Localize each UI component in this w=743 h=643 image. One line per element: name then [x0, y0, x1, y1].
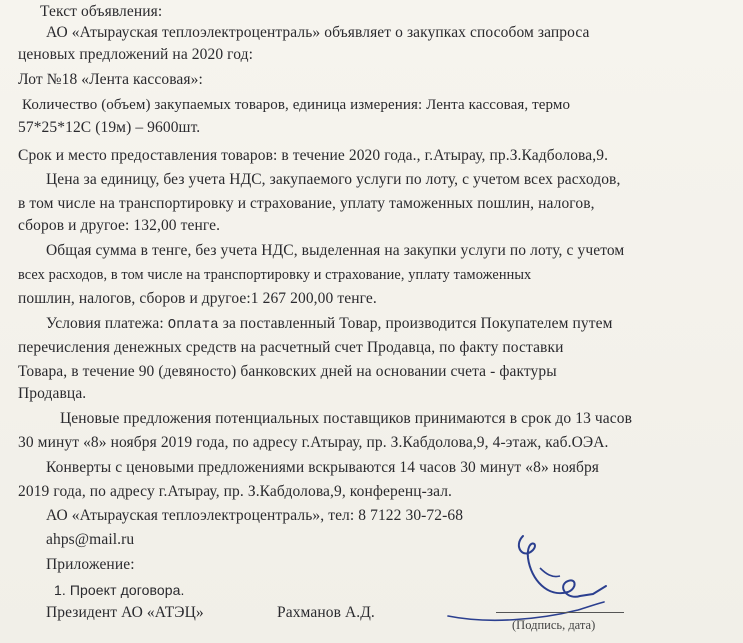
- offers-line-2: 30 минут «8» ноября 2019 года, по адресу г.Атырау, пр. З.Кабдолова,9, 4-этаж, каб.ОЭА.: [18, 434, 609, 451]
- attachment-item: 1. Проект договора.: [54, 582, 185, 598]
- payment-word: Оплата: [167, 317, 219, 333]
- payment-line-1: [46, 314, 613, 335]
- quantity-line-2: 57*25*12С (19м) – 9600шт.: [18, 119, 201, 136]
- notice-heading: Текст объявления:: [40, 3, 163, 20]
- attachment-label: Приложение:: [46, 556, 135, 573]
- payment-line-2: перечисления денежных средств на расчетный счет Продавца, по факту поставки: [18, 339, 564, 356]
- signature-line: [496, 612, 624, 613]
- payment-line-3: Товара, в течение 90 (девяносто) банковских дней на основании счета - фактуры: [18, 363, 557, 380]
- payment-label: Условия платежа:: [46, 315, 168, 332]
- total-sum-line-3: пошлин, налогов, сборов и другое:1 267 200,00 тенге.: [18, 290, 377, 307]
- signer-name: Рахманов А.Д.: [277, 604, 375, 621]
- delivery-term: Срок и место предоставления товаров: в течение 2020 года., г.Атырау, пр.З.Кадболова,9.: [18, 147, 609, 164]
- unit-price-line-3: сборов и другое: 132,00 тенге.: [18, 217, 221, 234]
- contact-organization: АО «Атырауская теплоэлектроцентраль», тел: 8 7122 30-72-68: [46, 507, 464, 524]
- total-sum-line-1: Общая сумма в тенге, без учета НДС, выделенная на закупки услуги по лоту, с учетом: [46, 242, 625, 259]
- payment-line-4: Продавца.: [18, 385, 87, 402]
- total-sum-line-2: всех расходов, в том числе на транспортировку и страхование, уплату таможенных: [18, 267, 532, 283]
- signature-caption: (Подпись, дата): [512, 618, 596, 632]
- handwritten-signature: [428, 528, 628, 628]
- envelopes-line-1: Конверты с ценовыми предложениями вскрываются 14 часов 30 минут «8» ноября: [46, 459, 600, 476]
- intro-line-1: АО «Атырауская теплоэлектроцентраль» объявляет о закупках способом запроса: [46, 24, 590, 41]
- offers-line-1: Ценовые предложения потенциальных поставщиков принимаются в срок до 13 часов: [60, 410, 633, 427]
- envelopes-line-2: 2019 года, по адресу г.Атырау, пр. З.Кабдолова,9, конференц-зал.: [18, 483, 453, 500]
- contact-email: ahps@mail.ru: [46, 531, 135, 548]
- payment-rest: за поставленный Товар, производится Покупателем путем: [218, 315, 613, 332]
- unit-price-line-2: в том числе на транспортировку и страхование, уплату таможенных пошлин, налогов,: [18, 195, 595, 212]
- intro-line-2: ценовых предложений на 2020 год:: [18, 46, 254, 63]
- unit-price-line-1: Цена за единицу, без учета НДС, закупаемого услуги по лоту, с учетом всех расходов,: [46, 171, 621, 188]
- signer-title: Президент АО «АТЭЦ»: [46, 604, 204, 621]
- lot-title: Лот №18 «Лента кассовая»:: [18, 71, 203, 88]
- quantity-line-1: Количество (объем) закупаемых товаров, единица измерения: Лента кассовая, термо: [22, 97, 571, 113]
